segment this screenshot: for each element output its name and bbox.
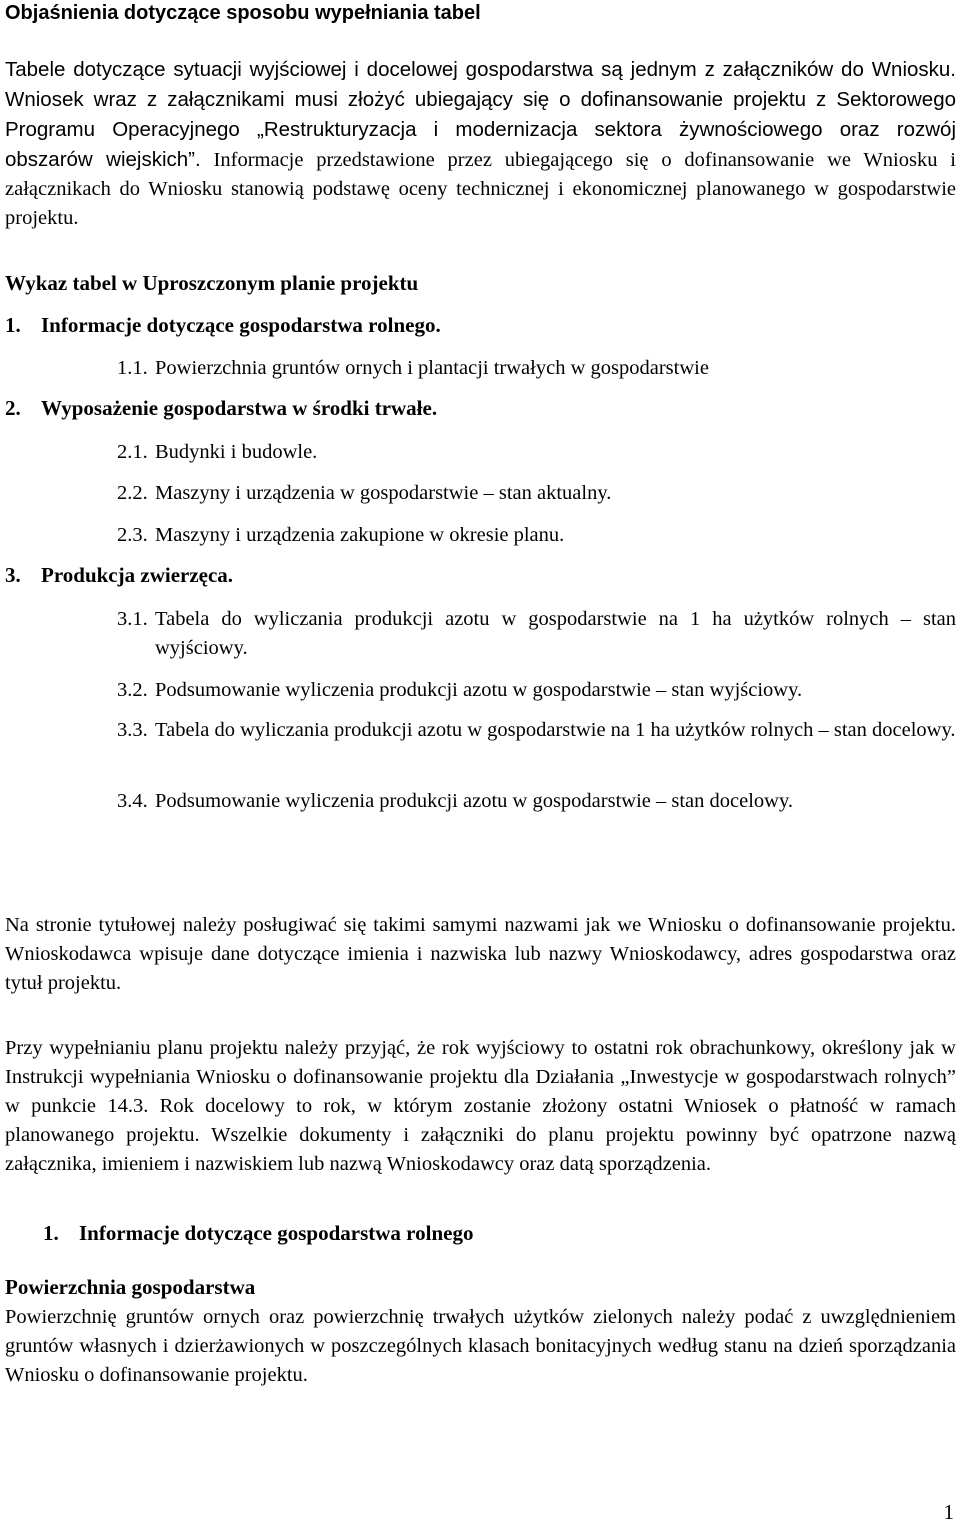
intro-text-serif: Informacje przedstawione przez ubiegającego się o dofinansowanie we Wniosku i załącznikach do Wniosku stanowią podstawę oceny technicznej i ekonomicznej planowanego w gospodarstwie projektu.	[5, 149, 956, 229]
list-item-text: Tabela do wyliczania produkcji azotu w gospodarstwie na 1 ha użytków rolnych – stan wyjściowy.	[155, 608, 956, 659]
list-item-number: 1.1.	[117, 357, 148, 379]
intro-paragraph	[5, 55, 956, 233]
list-item-number: 3.2.	[117, 679, 148, 701]
list-item-3-4	[117, 787, 956, 816]
list-item-number: 3.4.	[117, 790, 148, 812]
list-item-2-2	[117, 479, 956, 508]
list-section-title: Wyposażenie gospodarstwa w środki trwałe.	[41, 396, 438, 420]
list-item-2-3	[117, 521, 956, 550]
list-section-2	[5, 396, 437, 421]
section-1-heading	[43, 1221, 473, 1246]
section-heading-number: 1.	[43, 1221, 59, 1245]
list-item-3-2	[117, 676, 956, 705]
list-item-text: Maszyny i urządzenia zakupione w okresie planu.	[155, 524, 565, 546]
title-page-paragraph: Na stronie tytułowej należy posługiwać się takimi samymi nazwami jak we Wniosku o dofinansowanie projektu. Wnioskodawca wpisuje dane dotyczące imienia i nazwiska lub nazwy Wnioskodawcy, adres gospodarstwa oraz tytuł projektu.	[5, 914, 956, 994]
list-item-number: 2.1.	[117, 441, 148, 463]
list-item-number: 3.1.	[117, 608, 148, 630]
document-heading: Objaśnienia dotyczące sposobu wypełniania tabel	[5, 2, 481, 24]
list-item-number: 3.3.	[117, 719, 148, 741]
list-item-1-1	[117, 354, 956, 383]
list-section-1	[5, 313, 441, 338]
plan-paragraph: Przy wypełnianiu planu projektu należy przyjąć, że rok wyjściowy to ostatni rok obrachunkowy, określony jak w Instrukcji wypełniania Wniosku o dofinansowanie projektu dla Działania „Inwestycje w gospodarstwach rolnych” w punkcie 14.3. Rok docelowy to rok, w którym zostanie złożony ostatni Wniosek o płatność w ramach planowanego projektu. Wszelkie dokumenty i załączniki do planu projektu powinny być opatrzone nazwą załącznika, imieniem i nazwiskiem lub nazwą Wnioskodawcy oraz datą sporządzenia.	[5, 1037, 956, 1175]
list-section-number: 3.	[5, 563, 21, 587]
list-section-3	[5, 563, 233, 588]
list-section-title: Produkcja zwierzęca.	[41, 563, 234, 587]
list-section-title: Informacje dotyczące gospodarstwa rolnego.	[41, 313, 441, 337]
list-item-number: 2.3.	[117, 524, 148, 546]
list-item-text: Budynki i budowle.	[155, 441, 318, 463]
list-item-text: Podsumowanie wyliczenia produkcji azotu w gospodarstwie – stan wyjściowy.	[155, 679, 803, 701]
list-section-number: 2.	[5, 396, 21, 420]
list-section-number: 1.	[5, 313, 21, 337]
intro-text-sans: Tabele dotyczące sytuacji wyjściowej i docelowej gospodarstwa są jednym z załączników do Wniosku. Wniosek wraz z załącznikami musi złożyć ubiegający się o dofinansowanie projektu z Sektorowego Programu Operacyjnego „Restrukturyzacja i modernizacja sektora żywnościowego oraz rozwój obszarów wiejskich”.	[5, 58, 956, 171]
subsection-heading: Powierzchnia gospodarstwa	[5, 1275, 256, 1299]
list-item-3-3	[117, 716, 956, 745]
list-item-3-1	[117, 605, 956, 663]
list-item-text: Tabela do wyliczania produkcji azotu w gospodarstwie na 1 ha użytków rolnych – stan docelowy.	[155, 719, 956, 741]
section-heading-title: Informacje dotyczące gospodarstwa rolnego	[79, 1221, 474, 1245]
list-item-text: Podsumowanie wyliczenia produkcji azotu w gospodarstwie – stan docelowy.	[155, 790, 794, 812]
list-item-text: Powierzchnia gruntów ornych i plantacji trwałych w gospodarstwie	[155, 357, 709, 379]
list-item-2-1	[117, 438, 956, 467]
list-item-number: 2.2.	[117, 482, 148, 504]
list-title: Wykaz tabel w Uproszczonym planie projektu	[5, 271, 419, 295]
subsection-paragraph: Powierzchnię gruntów ornych oraz powierzchnię trwałych użytków zielonych należy podać z uwzględnieniem gruntów własnych i dzierżawionych w poszczególnych klasach bonitacyjnych według stanu na dzień sporządzania Wniosku o dofinansowanie projektu.	[5, 1306, 956, 1386]
list-item-text: Maszyny i urządzenia w gospodarstwie – stan aktualny.	[155, 482, 612, 504]
page-number: 1	[943, 1500, 954, 1524]
